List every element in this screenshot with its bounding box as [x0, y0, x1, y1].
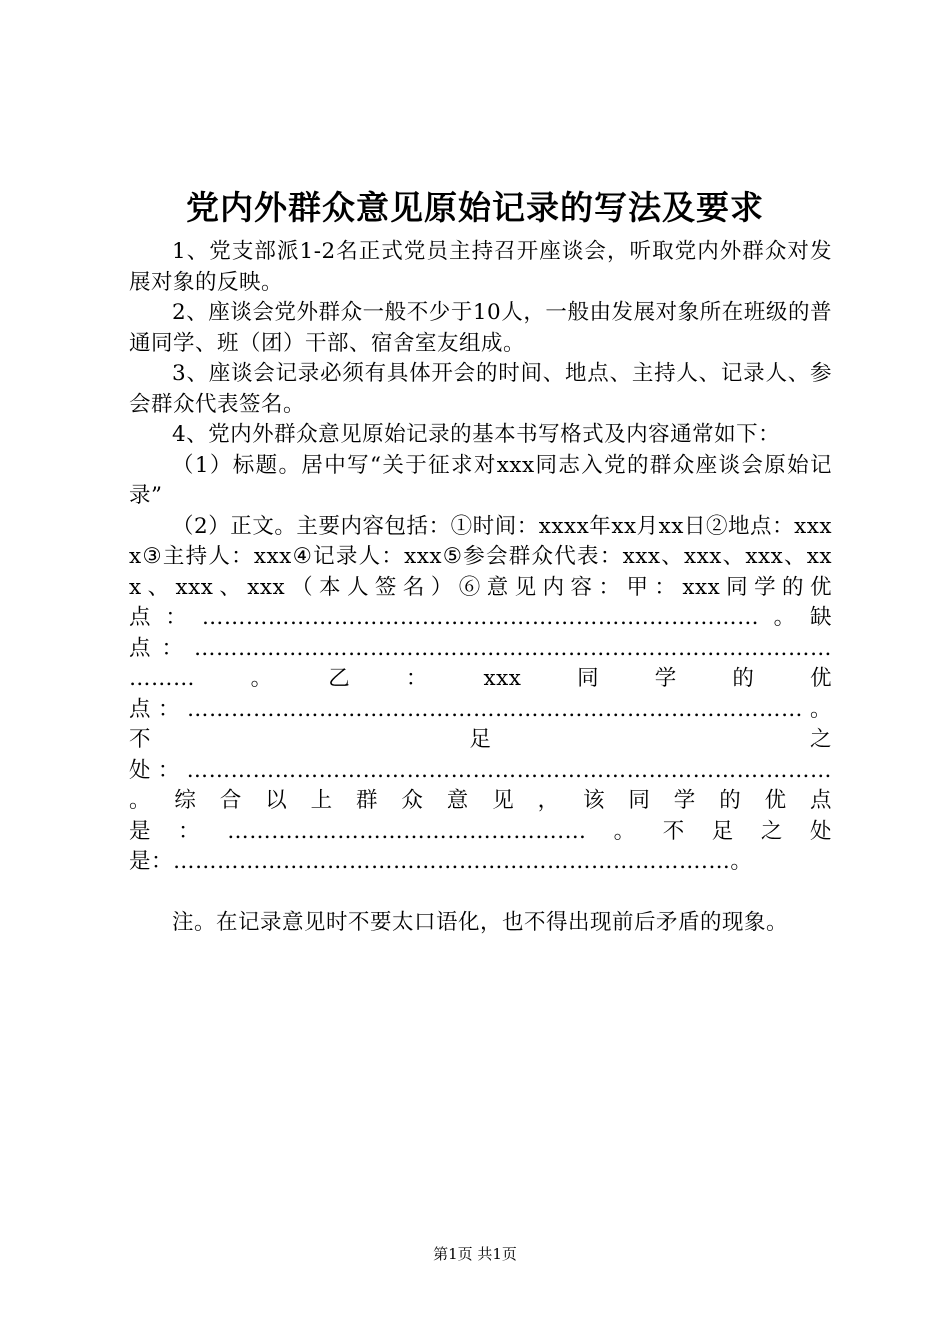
- page-footer: 第1页 共1页: [433, 1245, 517, 1263]
- document-title: 党内外群众意见原始记录的写法及要求: [186, 188, 764, 227]
- paragraph-1: 1、党支部派1-2名正式党员主持召开座谈会，听取党内外群众对发展对象的反映。: [129, 239, 832, 295]
- document-body: [129, 237, 832, 939]
- paragraph-3: 3、座谈会记录必须有具体开会的时间、地点、主持人、记录人、参会群众代表签名。: [129, 361, 832, 417]
- paragraph-2: 2、座谈会党外群众一般不少于10人，一般由发展对象所在班级的普通同学、班（团）干部、宿舍室友组成。: [129, 300, 832, 356]
- paragraph-4: 4、党内外群众意见原始记录的基本书写格式及内容通常如下：: [172, 422, 781, 447]
- note-paragraph: 注。在记录意见时不要太口语化，也不得出现前后矛盾的现象。: [172, 910, 789, 935]
- paragraph-body-format: （2）正文。主要内容包括：①时间：xxxx年xx月xx日②地点：xxxx③主持人：xxx④记录人：xxx⑤参会群众代表：xxx、xxx、xxx、xxx、xxx、xxx（本人签名）⑥意见内容：甲：xxx同学的优点：…………………………………………………….……………。缺点：……………………………………………………………………………………。乙：xxx同学的优点：…………………………………………………………………………。不足之处：…………………………………………………………………….………。综合以上群众意见，该同学的优点是：……………………………………….…。不足之处是：……………………………………………………………….…。: [129, 513, 832, 874]
- paragraph-title-format: （1）标题。居中写“关于征求对xxx同志入党的群众座谈会原始记录”: [129, 452, 832, 508]
